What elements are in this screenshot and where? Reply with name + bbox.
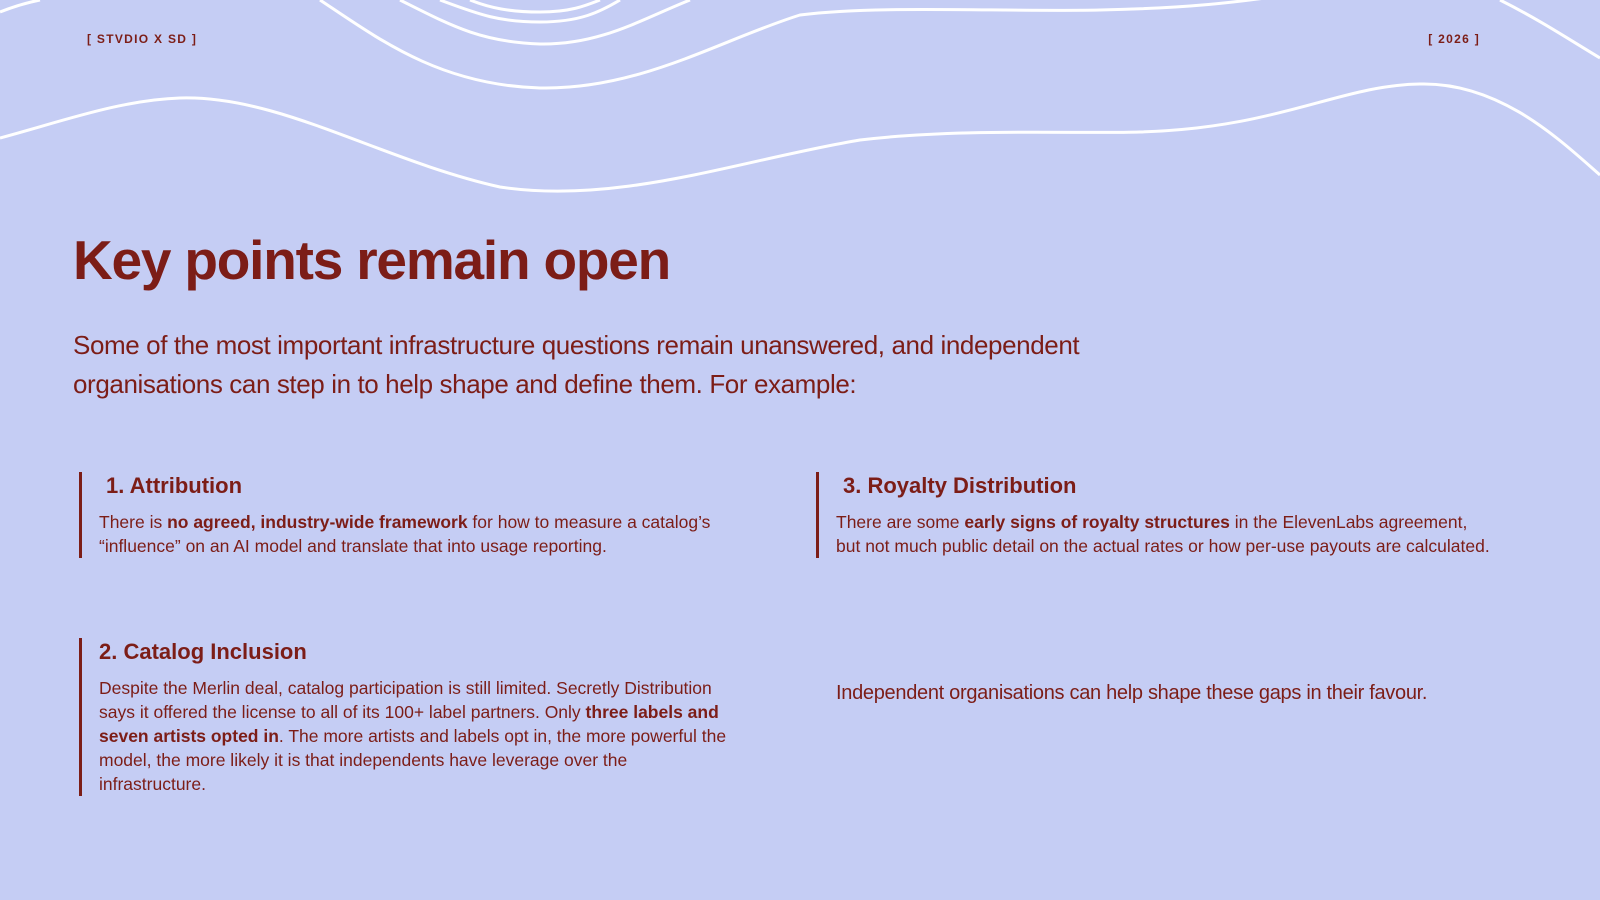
point-text: There are some [836, 512, 965, 532]
point-heading: 3. Royalty Distribution [843, 473, 1077, 498]
point-body [99, 510, 739, 558]
point-heading: 1. Attribution [106, 473, 243, 498]
wave-lines-decoration [0, 0, 1600, 200]
studio-tag: [ STVDIO X SD ] [87, 32, 198, 46]
point-text: in the ElevenLabs agreement, but not much public detail on the actual rates or how per-use payouts are calculated. [836, 512, 1490, 556]
point-body [836, 510, 1496, 558]
point-text: . The more artists and labels opt in, the more powerful the model, the more likely it is that independents have leverage over the infrastructure. [99, 726, 727, 794]
point-text: Despite the Merlin deal, catalog participation is still limited. Secretly Distribution says it offered the license to all of its 100+ label partners. Only [99, 678, 712, 722]
point-highlight: early signs of royalty structures [964, 512, 1230, 532]
point-heading: 2. Catalog Inclusion [99, 639, 307, 664]
closing-statement: Independent organisations can help shape these gaps in their favour. [836, 682, 1428, 704]
point-highlight: no agreed, industry-wide framework [167, 512, 468, 532]
page-title: Key points remain open [73, 229, 671, 291]
point-body [99, 676, 739, 796]
point-text: for how to measure a catalog’s “influence” on an AI model and translate that into usage reporting. [99, 512, 711, 556]
point-catalog-inclusion [79, 638, 739, 796]
point-royalty-distribution [816, 472, 1496, 558]
point-attribution [79, 472, 739, 558]
year-tag: [ 2026 ] [1428, 32, 1480, 46]
point-text: There is [99, 512, 168, 532]
point-highlight: three labels and seven artists opted in [99, 702, 719, 746]
intro-text: Some of the most important infrastructure questions remain unanswered, and independent organisations can step in to help shape and define them. For example: [73, 330, 1080, 399]
